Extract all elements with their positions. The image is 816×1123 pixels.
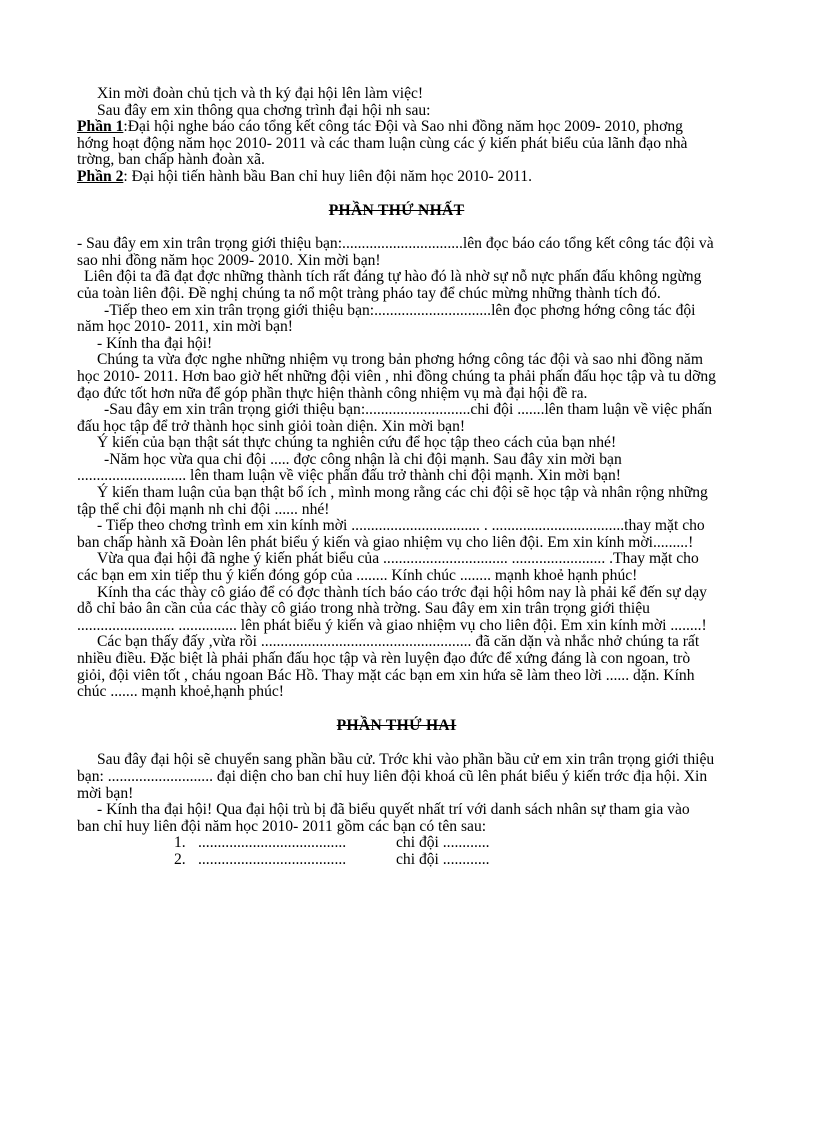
list-branch: chi đội ............ [396,850,490,868]
agenda-item-2 [77,169,716,186]
part1-paragraph-6: -Sau đây em xin trân trọng giới thiệu bạn:...........................chi đội .......lên tham luận về việc phấn đấu học tập để trở thành học sinh giỏi toàn diện. Xin mời bạn! [77,401,713,435]
candidate-list-item [77,852,716,869]
list-branch: chi đội ............ [396,834,490,852]
candidate-list-item [77,835,716,852]
part1-paragraph-2: Liên đội ta đã đạt đợc những thành tích rất đáng tự hào đó là nhờ sự nỗ nực phấn đấu không ngừng của toàn liên đội. Đề nghị chúng ta nổ một tràng pháo tay để chúc mừng những thành tích đó. [77,268,702,302]
opening-line-2: Sau đây em xin thông qua chơng trình đại hội nh sau: [97,101,431,119]
opening-line-1: Xin mời đoàn chủ tịch và th ký đại hội lên làm việc! [97,85,424,102]
list-number: 1. [174,834,186,852]
part1-paragraph-12: Kính tha các thày cô giáo để có đợc thành tích báo cáo trớc đại hội hôm nay là phải kể đến sự dạy dỗ chỉ bảo ân cần của các thày cô giáo trong nhà trờng. Sau đây em xin trân trọng giới thiệu ......................... ............... lên phát biểu ý kiến và giao nhiệm vụ cho liên đội. Em xin kính mời ........! [77,583,707,634]
part2-heading: PHẦN THỨ HAI [336,716,457,734]
part1-paragraph-3: -Tiếp theo em xin trân trọng giới thiệu bạn:..............................lên đọc phơng hớng công tác đội năm học 2010- 2011, xin mời bạn! [77,301,696,336]
part1-paragraph-10: - Tiếp theo chơng trình em xin kính mời ................................. . ..................................thay mặt cho ban chấp hành xã Đoàn lên phát biểu ý kiến và giao nhiệm vụ cho liên đội. Em xin kính mời.........! [77,517,705,551]
list-number: 2. [174,850,186,868]
agenda-label-1: Phần 1 [77,118,124,136]
list-name-blank: ...................................... [198,850,347,868]
agenda-text-2: : Đại hội tiến hành bầu Ban chỉ huy liên đội năm học 2010- 2011. [123,167,533,185]
part1-paragraph-5: Chúng ta vừa đợc nghe những nhiệm vụ trong bản phơng hớng công tác đội và sao nhi đồng năm học 2010- 2011. Hơn bao giờ hết những đội viên , nhi đồng chúng ta phải phấn đấu học tập và tu dỡng đạo đức tốt hơn nữa để góp phần thực hiện thành công nhiệm vụ mà đại hội đề ra. [77,351,716,402]
part1-paragraph-8: -Năm học vừa qua chi đội ..... đợc công nhận là chi đội mạnh. Sau đây xin mời bạn ............................ lên tham luận về việc phấn đấu trở thành chi đội mạnh. Xin mời bạn! [77,450,622,485]
agenda-label-2: Phần 2 [77,167,124,185]
part1-paragraph-1: - Sau đây em xin trân trọng giới thiệu bạn:...............................lên đọc báo cáo tổng kết công tác đội và sao nhi đồng năm học 2009- 2010. Xin mời bạn! [77,235,714,269]
part1-heading: PHẦN THỨ NHẤT [328,201,465,219]
part1-paragraph-4: - Kính tha đại hội! [97,334,213,352]
part1-paragraph-9: Ý kiến tham luận của bạn thật bổ ích , mình mong rằng các chi đội sẽ học tập và nhân rộng những tập thể chi đội mạnh nh chi đội ...... nhé! [77,484,708,518]
part2-paragraph-1: Sau đây đại hội sẽ chuyển sang phần bầu cử. Trớc khi vào phần bầu cử em xin trân trọng giới thiệu bạn: ........................... đại diện cho ban chỉ huy liên đội khoá cũ lên phát biểu ý kiến trớc địa hội. Xin mời bạn! [77,751,715,802]
part1-paragraph-7: Ý kiến của bạn thật sát thực chúng ta nghiên cứu để học tập theo cách của bạn nhé! [97,434,617,452]
part1-paragraph-11: Vừa qua đại hội đã nghe ý kiến phát biểu của ................................ ........................ .Thay mặt cho các bạn em xin tiếp thu ý kiến đóng góp của ........ Kính chúc ........ mạnh khoẻ hạnh phúc! [77,550,699,585]
agenda-item-1 [77,119,716,169]
part1-paragraph-13: Các bạn thấy đấy ,vừa rồi ...................................................... đã căn dặn và nhắc nhở chúng ta rất nhiều điều. Đặc biệt là phải phấn đấu học tập và rèn luyện đạo đức để xứng đáng là con ngoan, trò giỏi, đội viên tốt , cháu ngoan Bác Hồ. Thay mặt các bạn em xin hứa sẽ làm theo lời ...... dặn. Kính chúc ....... mạnh khoẻ,hạnh phúc! [77,633,700,701]
list-name-blank: ...................................... [198,834,347,852]
part2-paragraph-2: - Kính tha đại hội! Qua đại hội trù bị đã biểu quyết nhất trí với danh sách nhân sự tham gia vào ban chỉ huy liên đội năm học 2010- 2011 gồm các bạn có tên sau: [77,801,690,835]
agenda-text-1: :Đại hội nghe báo cáo tổng kết công tác Đội và Sao nhi đồng năm học 2009- 2010, phơng hớng hoạt động năm học 2010- 2011 và các tham luận cùng các ý kiến phát biểu của lãnh đạo nhà trờng, ban chấp hành đoàn xã. [77,118,688,169]
